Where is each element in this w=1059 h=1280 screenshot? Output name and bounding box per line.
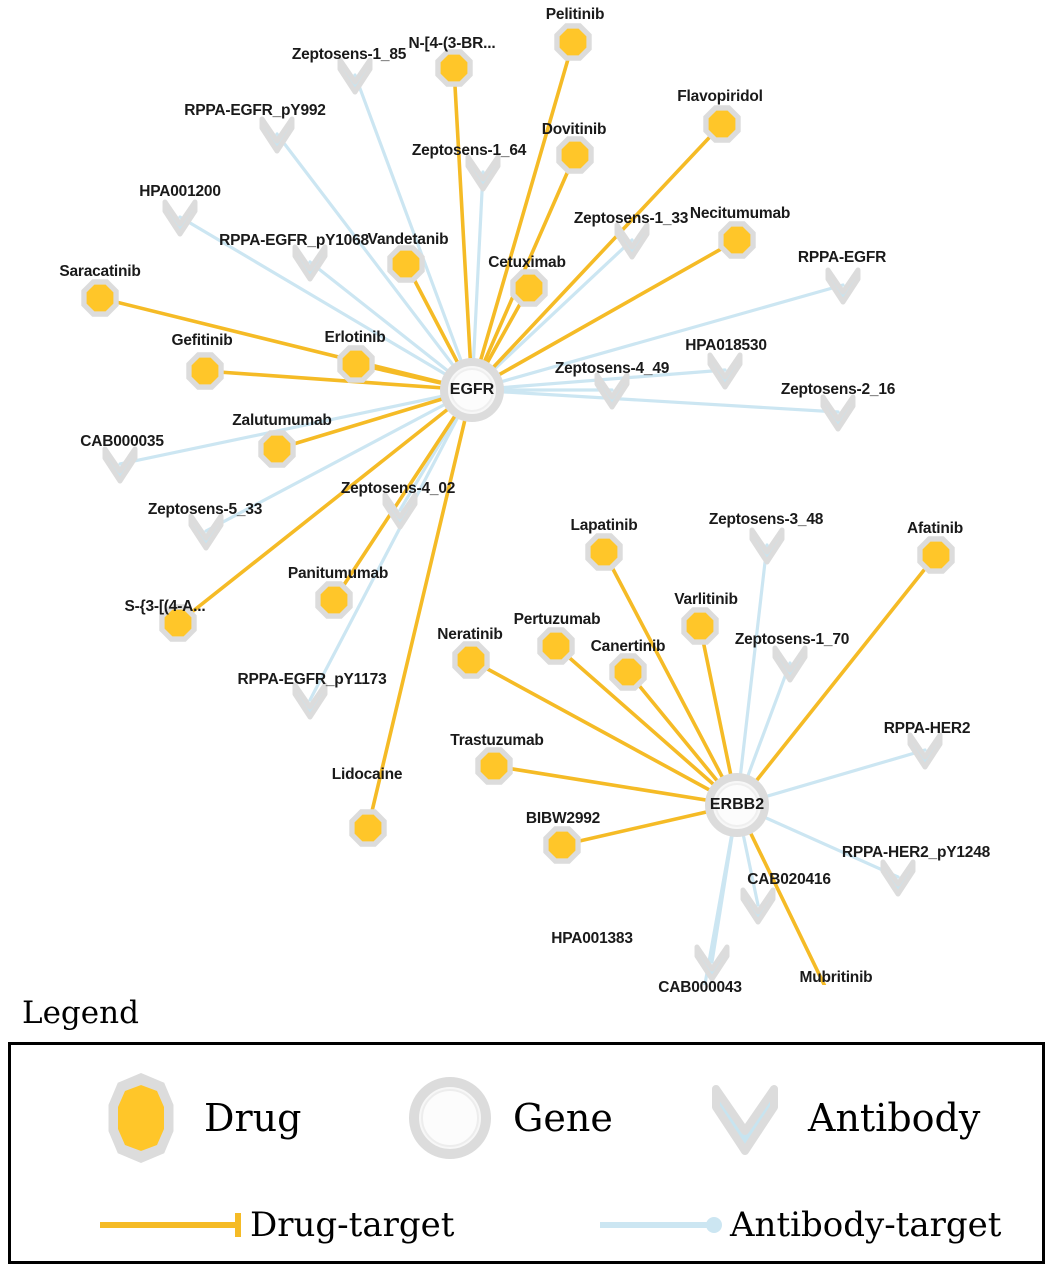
drug-node[interactable] <box>562 142 588 168</box>
drug-label: S-{3-[(4-A... <box>124 598 206 615</box>
drug-label: Lapatinib <box>570 517 638 534</box>
gene-label: ERBB2 <box>709 796 765 813</box>
antibody-icon <box>700 1073 790 1163</box>
antibody-label: RPPA-HER2 <box>883 720 971 737</box>
drug-node[interactable] <box>458 647 484 673</box>
drug-label: Neratinib <box>437 626 503 643</box>
antibody-label: Zeptosens-3_48 <box>708 511 824 528</box>
drug-label: Mubritinib <box>799 969 873 986</box>
antibody-label: Zeptosens-1_33 <box>573 210 689 227</box>
drug-label: BIBW2992 <box>525 810 601 827</box>
antibody-label: RPPA-EGFR <box>797 249 887 266</box>
drug-node[interactable] <box>724 227 750 253</box>
drug-label: Necitumumab <box>689 205 791 222</box>
drug-node[interactable] <box>481 753 507 779</box>
legend-label-drug-target: Drug-target <box>250 1205 455 1245</box>
antibody-label: Zeptosens-1_70 <box>734 631 850 648</box>
drug-node[interactable] <box>343 351 369 377</box>
drug-node[interactable] <box>516 275 542 301</box>
legend-label-antibody: Antibody <box>808 1096 981 1140</box>
gene-label: EGFR <box>449 381 495 398</box>
drug-node[interactable] <box>441 55 467 81</box>
drug-node[interactable] <box>687 613 713 639</box>
drug-node[interactable] <box>549 832 575 858</box>
drug-icon <box>96 1073 186 1163</box>
edge-antibody-target <box>310 390 472 700</box>
antibody-label: Zeptosens-4_49 <box>554 360 670 377</box>
drug-node[interactable] <box>87 285 113 311</box>
drug-node[interactable] <box>393 251 419 277</box>
drug-node[interactable] <box>591 539 617 565</box>
drug-label: Canertinib <box>590 638 666 655</box>
legend-title: Legend <box>22 995 139 1031</box>
drug-node[interactable] <box>264 436 290 462</box>
antibody-label: HPA018530 <box>685 337 767 354</box>
drug-label: N-[4-(3-BR... <box>408 35 496 52</box>
edge-drug-target <box>368 390 472 828</box>
drug-label: Zalutumumab <box>232 412 332 429</box>
drug-label: Panitumumab <box>287 565 389 582</box>
legend-item-gene <box>405 1073 613 1163</box>
drug-label: Erlotinib <box>324 329 386 346</box>
antibody-label: RPPA-EGFR_pY992 <box>184 102 326 119</box>
antibody-label: RPPA-HER2_pY1248 <box>841 844 991 861</box>
drug-node[interactable] <box>543 633 569 659</box>
drug-label: Trastuzumab <box>450 732 544 749</box>
legend-edges-row <box>0 1195 1059 1255</box>
drug-label: Saracatinib <box>59 263 141 280</box>
legend-item-antibody <box>700 1073 980 1163</box>
drug-node[interactable] <box>615 659 641 685</box>
drug-label: Cetuximab <box>488 254 566 271</box>
antibody-label: Zeptosens-2_16 <box>780 381 896 398</box>
antibody-label: Zeptosens-1_64 <box>411 142 527 159</box>
drug-label: Lidocaine <box>331 766 403 783</box>
drug-label: Vandetanib <box>367 231 449 248</box>
legend-label-antibody-target: Antibody-target <box>730 1205 1002 1245</box>
antibody-label: CAB000043 <box>658 979 742 996</box>
antibody-label: Zeptosens-5_33 <box>147 501 263 518</box>
legend-label-drug: Drug <box>204 1096 302 1140</box>
drug-label: Flavopiridol <box>677 88 763 105</box>
antibody-label: CAB000035 <box>80 433 164 450</box>
drug-label: Afatinib <box>906 520 964 537</box>
legend-item-drug <box>96 1073 301 1163</box>
antibody-label: Zeptosens-1_85 <box>291 46 407 63</box>
drug-node[interactable] <box>192 358 218 384</box>
drug-label: Gefitinib <box>171 332 233 349</box>
drug-label: Pertuzumab <box>513 611 601 628</box>
gene-icon <box>405 1073 495 1163</box>
legend-label-gene: Gene <box>513 1096 613 1140</box>
legend-shapes-row <box>0 1055 1059 1165</box>
drug-node[interactable] <box>560 29 586 55</box>
drug-node[interactable] <box>321 587 347 613</box>
edge-drug-target <box>734 555 936 805</box>
drug-node[interactable] <box>923 542 949 568</box>
drug-node[interactable] <box>709 111 735 137</box>
antibody-label: RPPA-EGFR_pY1173 <box>237 671 387 688</box>
drug-label: Dovitinib <box>541 121 607 138</box>
antibody-label: HPA001200 <box>139 183 221 200</box>
antibody-label: HPA001383 <box>551 930 633 947</box>
antibody-label: RPPA-EGFR_pY1068 <box>219 232 369 249</box>
antibody-label: CAB020416 <box>747 871 831 888</box>
drug-label: Varlitinib <box>674 591 738 608</box>
antibody-label: Zeptosens-4_02 <box>340 480 456 497</box>
drug-label: Pelitinib <box>545 6 605 23</box>
edge-drug-target <box>454 68 472 390</box>
drug-node[interactable] <box>355 815 381 841</box>
